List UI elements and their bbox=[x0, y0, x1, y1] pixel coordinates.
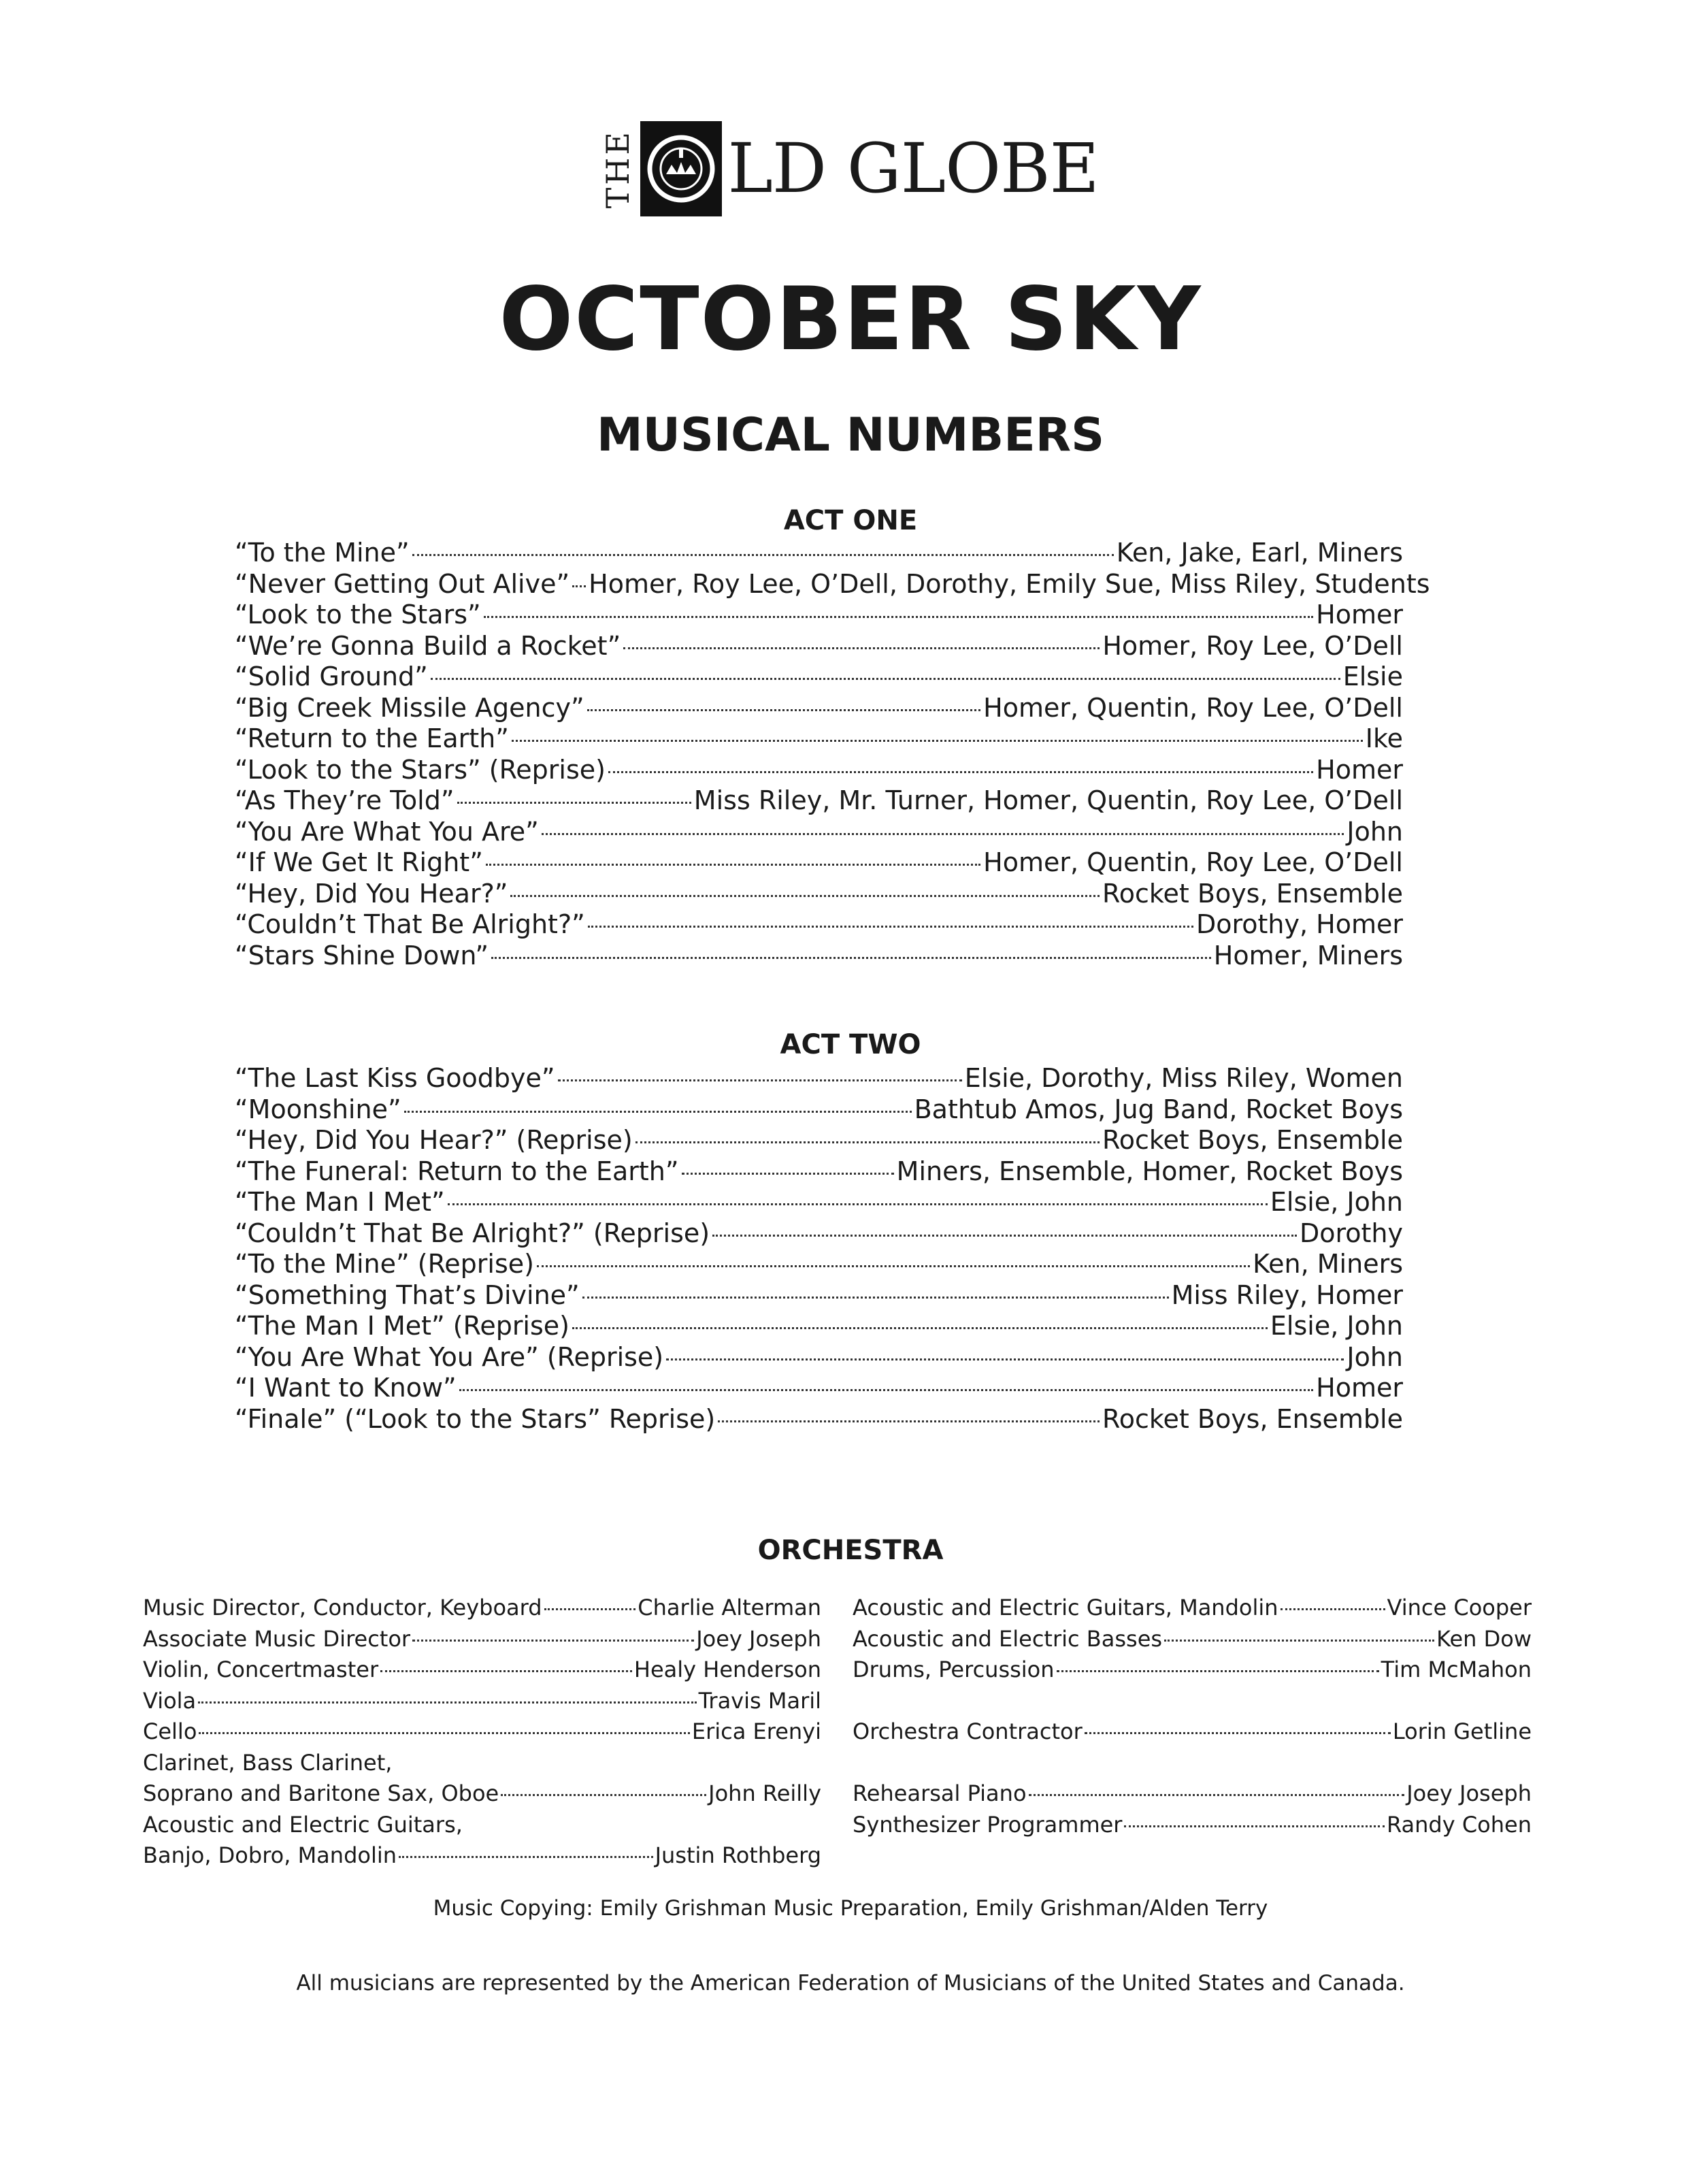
dot-leader bbox=[380, 1670, 632, 1672]
dot-leader bbox=[491, 957, 1211, 959]
orchestra-row bbox=[853, 1716, 1532, 1748]
orchestra-musician: Charlie Alterman bbox=[638, 1595, 821, 1620]
dot-leader bbox=[1029, 1794, 1405, 1796]
song-row bbox=[235, 600, 1403, 631]
dot-leader bbox=[587, 709, 980, 711]
orchestra-role: Banjo, Dobro, Mandolin bbox=[143, 1842, 397, 1868]
dot-leader bbox=[484, 616, 1313, 618]
song-row bbox=[235, 941, 1403, 972]
song-performers: Homer, Quentin, Roy Lee, O’Dell bbox=[983, 847, 1403, 877]
song-row bbox=[235, 1187, 1403, 1218]
song-title: “Solid Ground” bbox=[235, 662, 428, 691]
song-title: “Couldn’t That Be Alright?” (Reprise) bbox=[235, 1218, 710, 1248]
orchestra-musician: Lorin Getline bbox=[1392, 1718, 1532, 1744]
orchestra-heading: ORCHESTRA bbox=[757, 1535, 944, 1566]
song-performers: John bbox=[1347, 816, 1403, 847]
song-performers: Rocket Boys, Ensemble bbox=[1102, 1125, 1403, 1155]
song-title: “Moonshine” bbox=[235, 1094, 401, 1124]
dot-leader bbox=[558, 1079, 962, 1081]
song-title: “As They’re Told” bbox=[235, 785, 455, 815]
song-row bbox=[235, 755, 1403, 786]
dot-leader bbox=[635, 1141, 1100, 1143]
song-performers: Homer, Roy Lee, O’Dell bbox=[1102, 630, 1403, 661]
song-row bbox=[235, 1156, 1403, 1188]
dot-leader bbox=[666, 1358, 1344, 1360]
orchestra-role: Acoustic and Electric Guitars, Mandolin bbox=[853, 1595, 1278, 1620]
song-title: “Finale” (“Look to the Stars” Reprise) bbox=[235, 1403, 716, 1434]
dot-leader bbox=[1085, 1732, 1391, 1734]
song-row bbox=[235, 1218, 1403, 1250]
song-row bbox=[235, 1125, 1403, 1156]
orchestra-musician: Joey Joseph bbox=[696, 1625, 821, 1652]
song-title: “Big Creek Missile Agency” bbox=[235, 692, 584, 723]
dot-leader bbox=[682, 1173, 894, 1175]
music-copying-credit: Music Copying: Emily Grishman Music Preparation, Emily Grishman/Alden Terry bbox=[433, 1896, 1268, 1921]
orchestra-musician: Healy Henderson bbox=[633, 1657, 821, 1682]
orchestra-row bbox=[143, 1716, 821, 1748]
orchestra-left-column bbox=[143, 1593, 821, 1872]
song-row bbox=[235, 1249, 1403, 1280]
dot-leader bbox=[572, 585, 586, 587]
song-performers: Rocket Boys, Ensemble bbox=[1102, 878, 1403, 909]
song-performers: Dorothy bbox=[1299, 1218, 1403, 1248]
orchestra-role: Associate Music Director bbox=[143, 1625, 411, 1652]
song-row bbox=[235, 1094, 1403, 1126]
song-performers: Homer bbox=[1316, 1373, 1403, 1403]
dot-leader bbox=[486, 864, 980, 866]
dot-leader bbox=[431, 678, 1340, 680]
orchestra-row bbox=[143, 1778, 821, 1810]
dot-leader bbox=[1164, 1640, 1434, 1642]
orchestra-spacer bbox=[853, 1686, 1532, 1717]
dot-leader bbox=[572, 1327, 1268, 1329]
dot-leader bbox=[1057, 1670, 1379, 1672]
song-title: “The Man I Met” (Reprise) bbox=[235, 1311, 569, 1341]
dot-leader bbox=[501, 1794, 706, 1796]
orchestra-role: Soprano and Baritone Sax, Oboe bbox=[143, 1780, 499, 1806]
orchestra-row bbox=[853, 1593, 1532, 1624]
orchestra-musician: Randy Cohen bbox=[1386, 1811, 1532, 1838]
song-row bbox=[235, 1342, 1403, 1373]
song-performers: Homer, Quentin, Roy Lee, O’Dell bbox=[983, 692, 1403, 723]
song-title: “You Are What You Are” (Reprise) bbox=[235, 1341, 664, 1372]
song-performers: Homer, Roy Lee, O’Dell, Dorothy, Emily Sue, Miss Riley, Students bbox=[589, 568, 1430, 599]
song-row bbox=[235, 1311, 1403, 1342]
song-title: “The Last Kiss Goodbye” bbox=[235, 1063, 555, 1093]
orchestra-row bbox=[853, 1810, 1532, 1841]
orchestra-role: Synthesizer Programmer bbox=[853, 1811, 1123, 1838]
song-performers: Elsie, Dorothy, Miss Riley, Women bbox=[964, 1063, 1403, 1093]
dot-leader bbox=[623, 647, 1100, 649]
dot-leader bbox=[512, 740, 1363, 742]
orchestra-musician: Travis Maril bbox=[698, 1687, 821, 1714]
old-globe-logo bbox=[0, 121, 1701, 216]
dot-leader bbox=[588, 926, 1193, 928]
orchestra-role: Violin, Concertmaster bbox=[143, 1657, 379, 1682]
dot-leader bbox=[537, 1265, 1250, 1267]
act-two-song-list bbox=[235, 1063, 1403, 1435]
orchestra-role: Acoustic and Electric Guitars, bbox=[143, 1811, 463, 1838]
dot-leader bbox=[457, 802, 691, 804]
orchestra-role: Clarinet, Bass Clarinet, bbox=[143, 1749, 393, 1776]
orchestra-row bbox=[143, 1593, 821, 1624]
dot-leader bbox=[198, 1701, 696, 1704]
orchestra-musician: Justin Rothberg bbox=[655, 1842, 821, 1868]
show-title: OCTOBER SKY bbox=[499, 269, 1202, 370]
song-row bbox=[235, 568, 1430, 600]
song-performers: Elsie, John bbox=[1270, 1311, 1403, 1341]
song-row bbox=[235, 1404, 1403, 1435]
song-performers: Miners, Ensemble, Homer, Rocket Boys bbox=[896, 1156, 1403, 1186]
orchestra-role: Cello bbox=[143, 1718, 197, 1744]
song-performers: Homer bbox=[1316, 754, 1403, 785]
orchestra-musician: Ken Dow bbox=[1436, 1625, 1532, 1652]
song-performers: Ike bbox=[1365, 723, 1403, 753]
song-row bbox=[235, 909, 1403, 941]
logo-the-text: THE bbox=[599, 129, 637, 209]
song-performers: Miss Riley, Mr. Turner, Homer, Quentin, Roy Lee, O’Dell bbox=[693, 785, 1403, 815]
song-title: “Stars Shine Down” bbox=[235, 940, 489, 971]
globe-emblem-icon bbox=[640, 121, 722, 216]
act-one-song-list bbox=[235, 538, 1430, 971]
orchestra-row bbox=[853, 1778, 1532, 1810]
song-performers: Bathtub Amos, Jug Band, Rocket Boys bbox=[914, 1094, 1403, 1124]
dot-leader bbox=[404, 1111, 912, 1113]
song-performers: Rocket Boys, Ensemble bbox=[1102, 1403, 1403, 1434]
song-performers: Elsie, John bbox=[1270, 1187, 1403, 1217]
song-performers: John bbox=[1347, 1341, 1403, 1372]
song-title: “Return to the Earth” bbox=[235, 723, 509, 753]
dot-leader bbox=[199, 1732, 690, 1734]
orchestra-role: Drums, Percussion bbox=[853, 1657, 1055, 1682]
song-title: “We’re Gonna Build a Rocket” bbox=[235, 630, 621, 661]
orchestra-role: Rehearsal Piano bbox=[853, 1780, 1027, 1806]
act-two-heading: ACT TWO bbox=[780, 1029, 921, 1060]
orchestra-row bbox=[853, 1624, 1532, 1655]
song-title: “Something That’s Divine” bbox=[235, 1280, 580, 1310]
act-one-heading: ACT ONE bbox=[783, 505, 918, 536]
song-row bbox=[235, 1063, 1403, 1094]
song-row bbox=[235, 785, 1403, 817]
orchestra-row bbox=[143, 1624, 821, 1655]
song-title: “Couldn’t That Be Alright?” bbox=[235, 909, 585, 939]
song-title: “You Are What You Are” bbox=[235, 816, 539, 847]
dot-leader bbox=[399, 1856, 653, 1858]
song-performers: Homer, Miners bbox=[1213, 940, 1403, 971]
song-title: “I Want to Know” bbox=[235, 1373, 457, 1403]
orchestra-row bbox=[143, 1655, 821, 1686]
orchestra-row bbox=[143, 1840, 821, 1872]
orchestra-musician: Erica Erenyi bbox=[691, 1718, 821, 1744]
song-title: “The Man I Met” bbox=[235, 1187, 445, 1217]
orchestra-row bbox=[143, 1748, 821, 1779]
dot-leader bbox=[1124, 1825, 1385, 1827]
orchestra-row bbox=[853, 1655, 1532, 1686]
song-row bbox=[235, 817, 1403, 848]
orchestra-spacer bbox=[853, 1748, 1532, 1779]
dot-leader bbox=[544, 1608, 636, 1610]
song-title: “Look to the Stars” (Reprise) bbox=[235, 754, 606, 785]
orchestra-row bbox=[143, 1810, 821, 1841]
dot-leader bbox=[1281, 1608, 1385, 1610]
dot-leader bbox=[448, 1203, 1268, 1205]
orchestra-musician: John Reilly bbox=[708, 1780, 821, 1806]
song-title: “If We Get It Right” bbox=[235, 847, 483, 877]
song-row bbox=[235, 723, 1403, 755]
song-row bbox=[235, 662, 1403, 693]
song-row bbox=[235, 847, 1403, 879]
orchestra-role: Orchestra Contractor bbox=[853, 1718, 1083, 1744]
dot-leader bbox=[718, 1420, 1100, 1422]
union-note: All musicians are represented by the American Federation of Musicians of the United States and Canada. bbox=[296, 1971, 1405, 1995]
song-row bbox=[235, 631, 1403, 662]
section-title: MUSICAL NUMBERS bbox=[596, 408, 1105, 462]
dot-leader bbox=[542, 833, 1344, 835]
orchestra-musician: Vince Cooper bbox=[1387, 1595, 1532, 1620]
song-title: “Never Getting Out Alive” bbox=[235, 568, 570, 599]
song-title: “Hey, Did You Hear?” bbox=[235, 878, 508, 909]
dot-leader bbox=[510, 895, 1100, 897]
song-row bbox=[235, 538, 1403, 569]
song-row bbox=[235, 1280, 1403, 1311]
dot-leader bbox=[582, 1297, 1169, 1299]
song-row bbox=[235, 1373, 1403, 1404]
song-title: “Look to the Stars” bbox=[235, 600, 481, 630]
song-title: “To the Mine” bbox=[235, 538, 410, 568]
song-performers: Miss Riley, Homer bbox=[1171, 1280, 1403, 1310]
song-performers: Elsie bbox=[1342, 662, 1403, 691]
dot-leader bbox=[412, 554, 1114, 556]
song-title: “To the Mine” (Reprise) bbox=[235, 1249, 534, 1279]
song-row bbox=[235, 693, 1403, 724]
orchestra-right-column bbox=[853, 1593, 1532, 1840]
orchestra-musician: Tim McMahon bbox=[1381, 1657, 1532, 1682]
song-performers: Homer bbox=[1316, 600, 1403, 630]
dot-leader bbox=[712, 1235, 1297, 1237]
song-row bbox=[235, 879, 1403, 910]
dot-leader bbox=[412, 1640, 694, 1642]
orchestra-role: Acoustic and Electric Basses bbox=[853, 1625, 1163, 1652]
logo-wordmark: LD GLOBE bbox=[727, 129, 1099, 208]
dot-leader bbox=[459, 1389, 1313, 1391]
dot-leader bbox=[608, 771, 1313, 773]
song-title: “The Funeral: Return to the Earth” bbox=[235, 1156, 679, 1186]
song-title: “Hey, Did You Hear?” (Reprise) bbox=[235, 1125, 633, 1155]
orchestra-role: Music Director, Conductor, Keyboard bbox=[143, 1595, 542, 1620]
song-performers: Ken, Miners bbox=[1253, 1249, 1403, 1279]
orchestra-row bbox=[143, 1686, 821, 1717]
orchestra-musician: Joey Joseph bbox=[1406, 1780, 1532, 1806]
orchestra-role: Viola bbox=[143, 1687, 197, 1714]
song-performers: Ken, Jake, Earl, Miners bbox=[1116, 538, 1403, 568]
song-performers: Dorothy, Homer bbox=[1195, 909, 1403, 939]
